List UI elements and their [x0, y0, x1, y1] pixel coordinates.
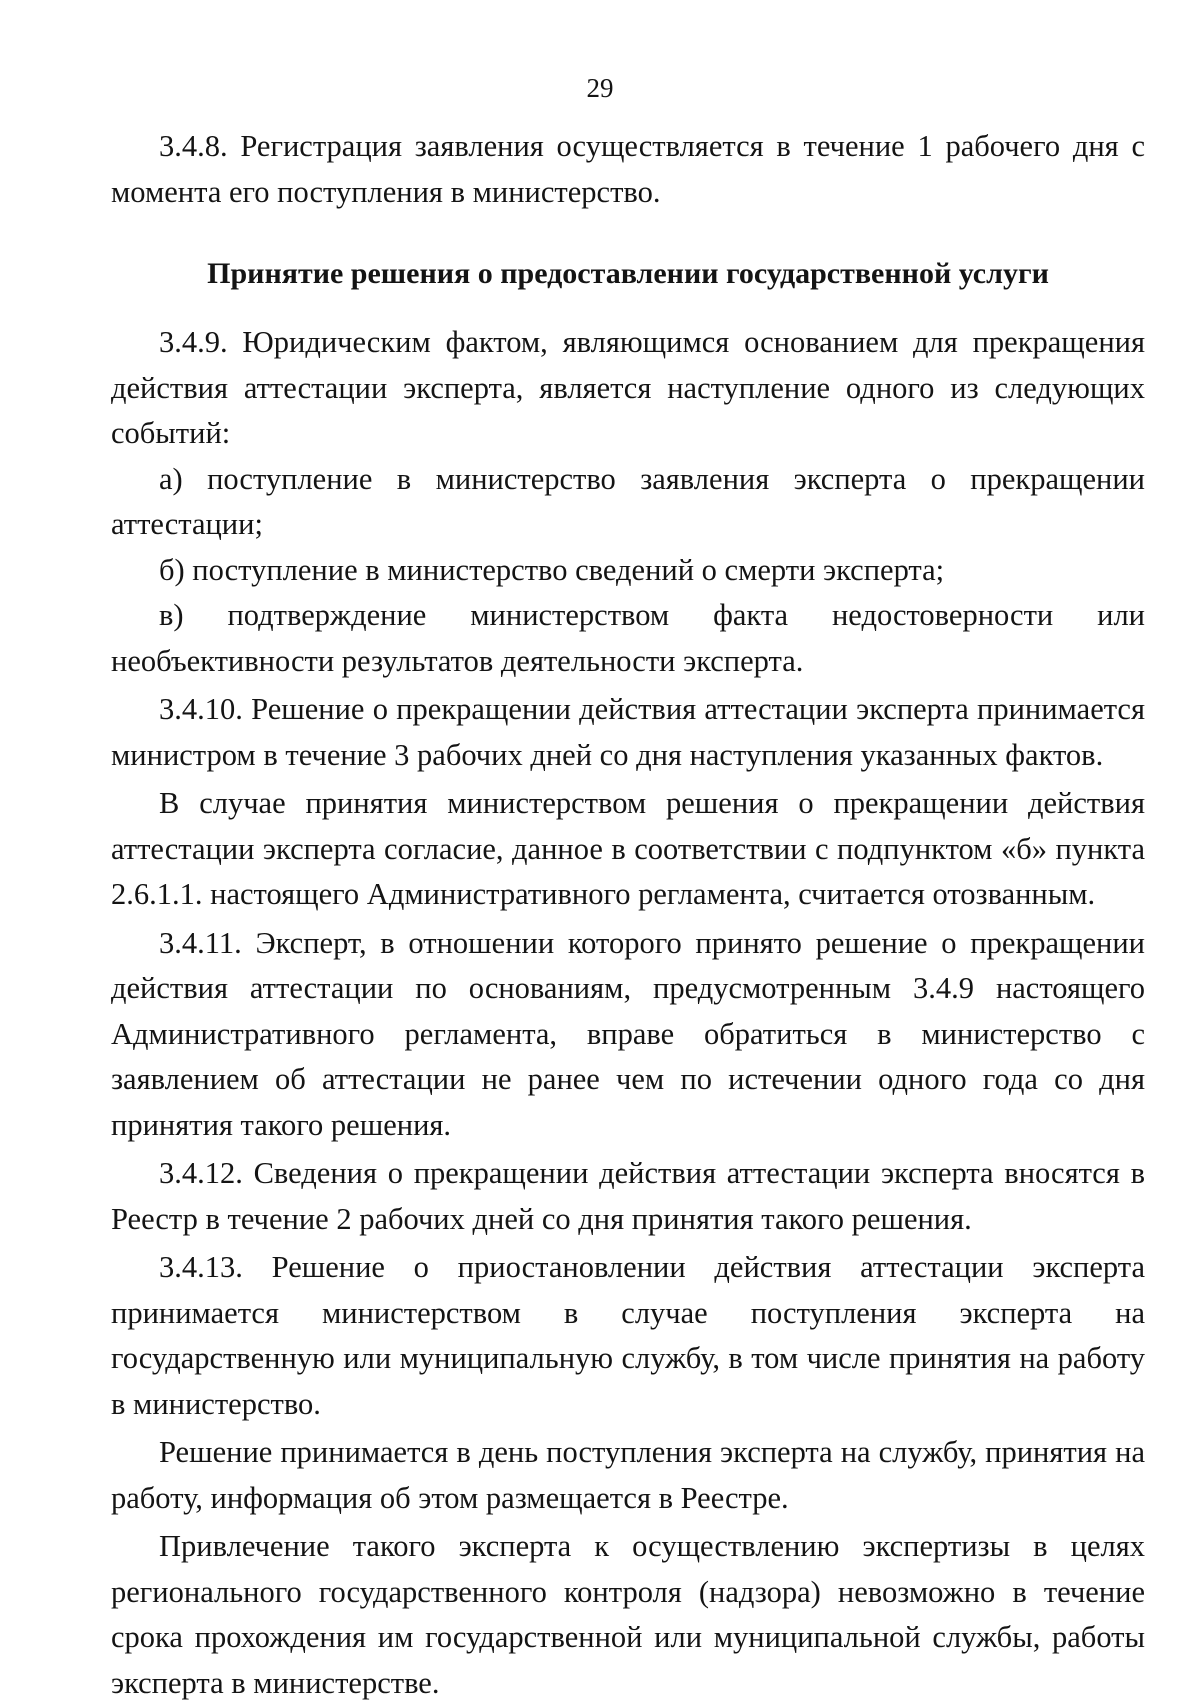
list-item-a: а) поступление в министерство заявления эксперта о прекращении аттестации;	[111, 461, 1145, 541]
paragraph-3-4-8: 3.4.8. Регистрация заявления осуществляется в течение 1 рабочего дня с момента его поступления в министерство.	[111, 129, 1145, 209]
section-heading: Принятие решения о предоставлении государственной услуги	[207, 257, 1049, 290]
paragraph-3-4-10: 3.4.10. Решение о прекращении действия аттестации эксперта принимается министром в течение 3 рабочих дней со дня наступления указанных фактов.	[111, 692, 1145, 772]
paragraph-3-4-9: 3.4.9. Юридическим фактом, являющимся основанием для прекращения действия аттестации эксперта, является наступление одного из следующих событий:	[111, 325, 1145, 450]
paragraph-3-4-13: 3.4.13. Решение о приостановлении действия аттестации эксперта принимается министерством в случае поступления эксперта на государственную или муниципальную службу, в том числе принятия на работу в министерство.	[111, 1250, 1145, 1421]
paragraph-3-4-11: 3.4.11. Эксперт, в отношении которого принято решение о прекращении действия аттестации по основаниям, предусмотренным 3.4.9 настоящего Административного регламента, вправе обратиться в министерство с заявлением об аттестации не ранее чем по истечении одного года со дня принятия такого решения.	[111, 925, 1145, 1142]
page-number: 29	[586, 73, 614, 103]
list-item-v: в) подтверждение министерством факта недостоверности или необъективности результатов деятельности эксперта.	[111, 598, 1145, 678]
paragraph-3-4-12: 3.4.12. Сведения о прекращении действия аттестации эксперта вносятся в Реестр в течение 2 рабочих дней со дня принятия такого решения.	[111, 1156, 1145, 1236]
list-item-b: б) поступление в министерство сведений о смерти эксперта;	[159, 552, 945, 587]
document-body	[111, 124, 1145, 1706]
paragraph-decision: Решение принимается в день поступления эксперта на службу, принятия на работу, информация об этом размещается в Реестре.	[111, 1435, 1145, 1515]
paragraph-involvement: Привлечение такого эксперта к осуществлению экспертизы в целях регионального государственного контроля (надзора) невозможно в течение срока прохождения им государственной или муниципальной службы, работы эксперта в министерстве.	[111, 1529, 1145, 1700]
paragraph-consent-revoked: В случае принятия министерством решения о прекращении действия аттестации эксперта согласие, данное в соответствии с подпунктом «б» пункта 2.6.1.1. настоящего Административного регламента, считается отозванным.	[111, 786, 1145, 911]
